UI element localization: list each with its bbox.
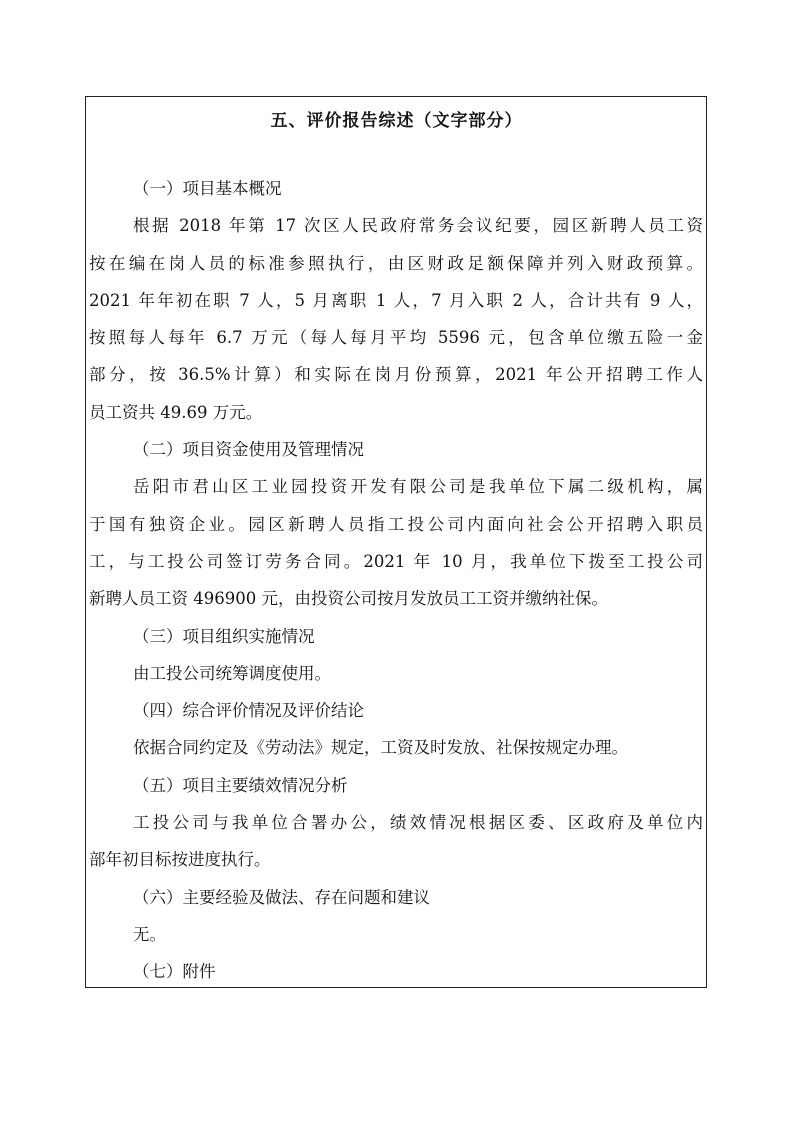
paragraph-line: 员工资共 49.69 万元。	[89, 402, 263, 422]
section-heading: （三）项目组织实施情况	[133, 626, 315, 646]
paragraph-line: 部分，按 36.5%计算）和实际在岗月份预算，2021 年公开招聘工作人	[89, 365, 703, 385]
paragraph-line: 无。	[133, 924, 166, 944]
paragraph-line: 按照每人每年 6.7 万元（每人每月平均 5596 元，包含单位缴五险一金	[89, 328, 703, 348]
paragraph-line: 依据合同约定及《劳动法》规定，工资及时发放、社保按规定办理。	[133, 738, 628, 758]
paragraph-line: 于国有独资企业。园区新聘人员指工投公司内面向社会公开招聘入职员	[89, 514, 703, 534]
page-title: 五、评价报告综述（文字部分）	[270, 111, 523, 131]
section-heading: （五）项目主要绩效情况分析	[133, 775, 348, 795]
paragraph-line: 岳阳市君山区工业园投资开发有限公司是我单位下属二级机构，属	[133, 477, 703, 497]
section-heading: （二）项目资金使用及管理情况	[133, 440, 364, 460]
paragraph-line: 按在编在岗人员的标准参照执行，由区财政足额保障并列入财政预算。	[89, 253, 703, 273]
paragraph-line: 2021 年年初在职 7 人，5 月离职 1 人，7 月入职 2 人，合计共有 9 人，	[89, 290, 703, 310]
paragraph-line: 工投公司与我单位合署办公，绩效情况根据区委、区政府及单位内	[133, 813, 703, 833]
paragraph-line: 新聘人员工资 496900 元，由投资公司按月发放员工工资并缴纳社保。	[89, 589, 608, 609]
section-heading: （六）主要经验及做法、存在问题和建议	[133, 887, 430, 907]
section-heading: （一）项目基本概况	[133, 179, 282, 198]
section-heading: （七）附件	[133, 962, 216, 982]
section-heading: （四）综合评价情况及评价结论	[133, 701, 364, 721]
paragraph-line: 由工投公司统筹调度使用。	[133, 663, 331, 683]
paragraph-line: 根据 2018 年第 17 次区人民政府常务会议纪要，园区新聘人员工资	[133, 216, 703, 236]
paragraph-line: 工，与工投公司签订劳务合同。2021 年 10 月，我单位下拨至工投公司	[89, 551, 703, 571]
report-body	[89, 170, 703, 991]
paragraph-line: 部年初目标按进度执行。	[89, 850, 271, 870]
